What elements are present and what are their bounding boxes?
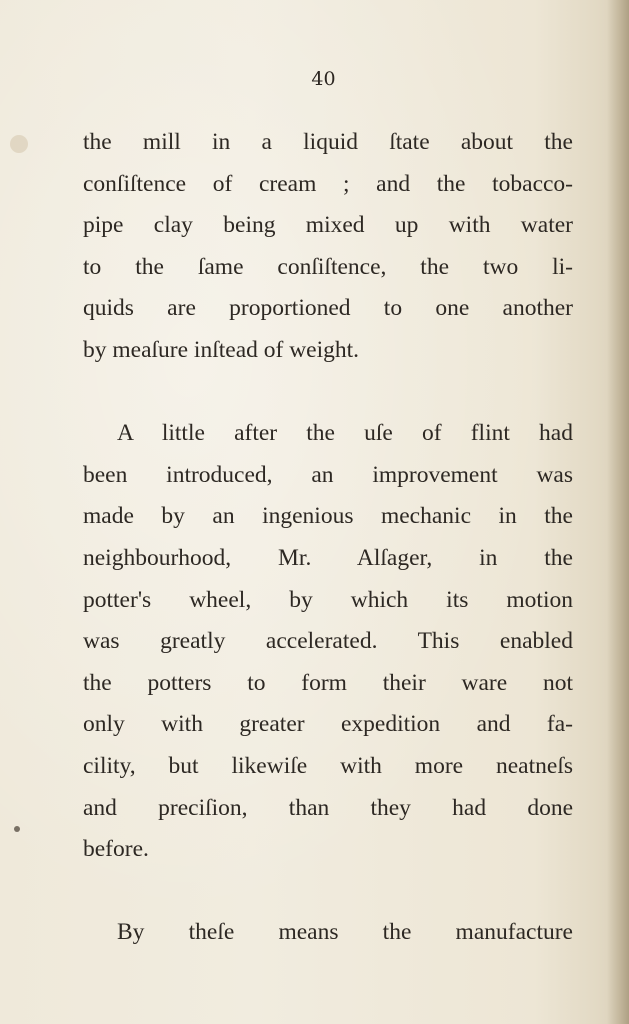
- paragraph-2: [83, 413, 573, 871]
- text-line: quids are proportioned to one another: [83, 295, 573, 322]
- text-line: made by an ingenious mechanic in the: [83, 503, 573, 530]
- ink-speck: [14, 826, 20, 832]
- text-line: been introduced, an improvement was: [83, 461, 573, 488]
- paragraph-3: [83, 912, 573, 954]
- text-line: was greatly accelerated. This enabled: [83, 628, 573, 655]
- text-line: cility, but likewiſe with more neatneſs: [83, 752, 573, 779]
- text-line: By theſe means the manufacture: [117, 919, 573, 946]
- body-text: [83, 122, 573, 954]
- text-line: conſiſtence of cream ; and the tobacco-: [83, 170, 573, 197]
- paragraph-1: [83, 122, 573, 372]
- text-line: before.: [83, 836, 149, 863]
- text-line: potter's wheel, by which its motion: [83, 586, 573, 613]
- text-line: the potters to form their ware not: [83, 669, 573, 696]
- text-line: by meaſure inſtead of weight.: [83, 336, 360, 363]
- text-line: A little after the uſe of flint had: [117, 420, 573, 447]
- text-line: and preciſion, than they had done: [83, 794, 573, 821]
- page-gutter-shadow: [607, 0, 629, 1024]
- page-number: 40: [311, 68, 336, 90]
- text-line: neighbourhood, Mr. Alſager, in the: [83, 544, 573, 571]
- text-line: only with greater expedition and fa-: [83, 711, 573, 738]
- text-line: the mill in a liquid ſtate about the: [83, 129, 573, 155]
- text-line: pipe clay being mixed up with water: [83, 212, 573, 239]
- foxing-stain: [10, 135, 28, 153]
- text-line: to the ſame conſiſtence, the two li-: [83, 253, 573, 280]
